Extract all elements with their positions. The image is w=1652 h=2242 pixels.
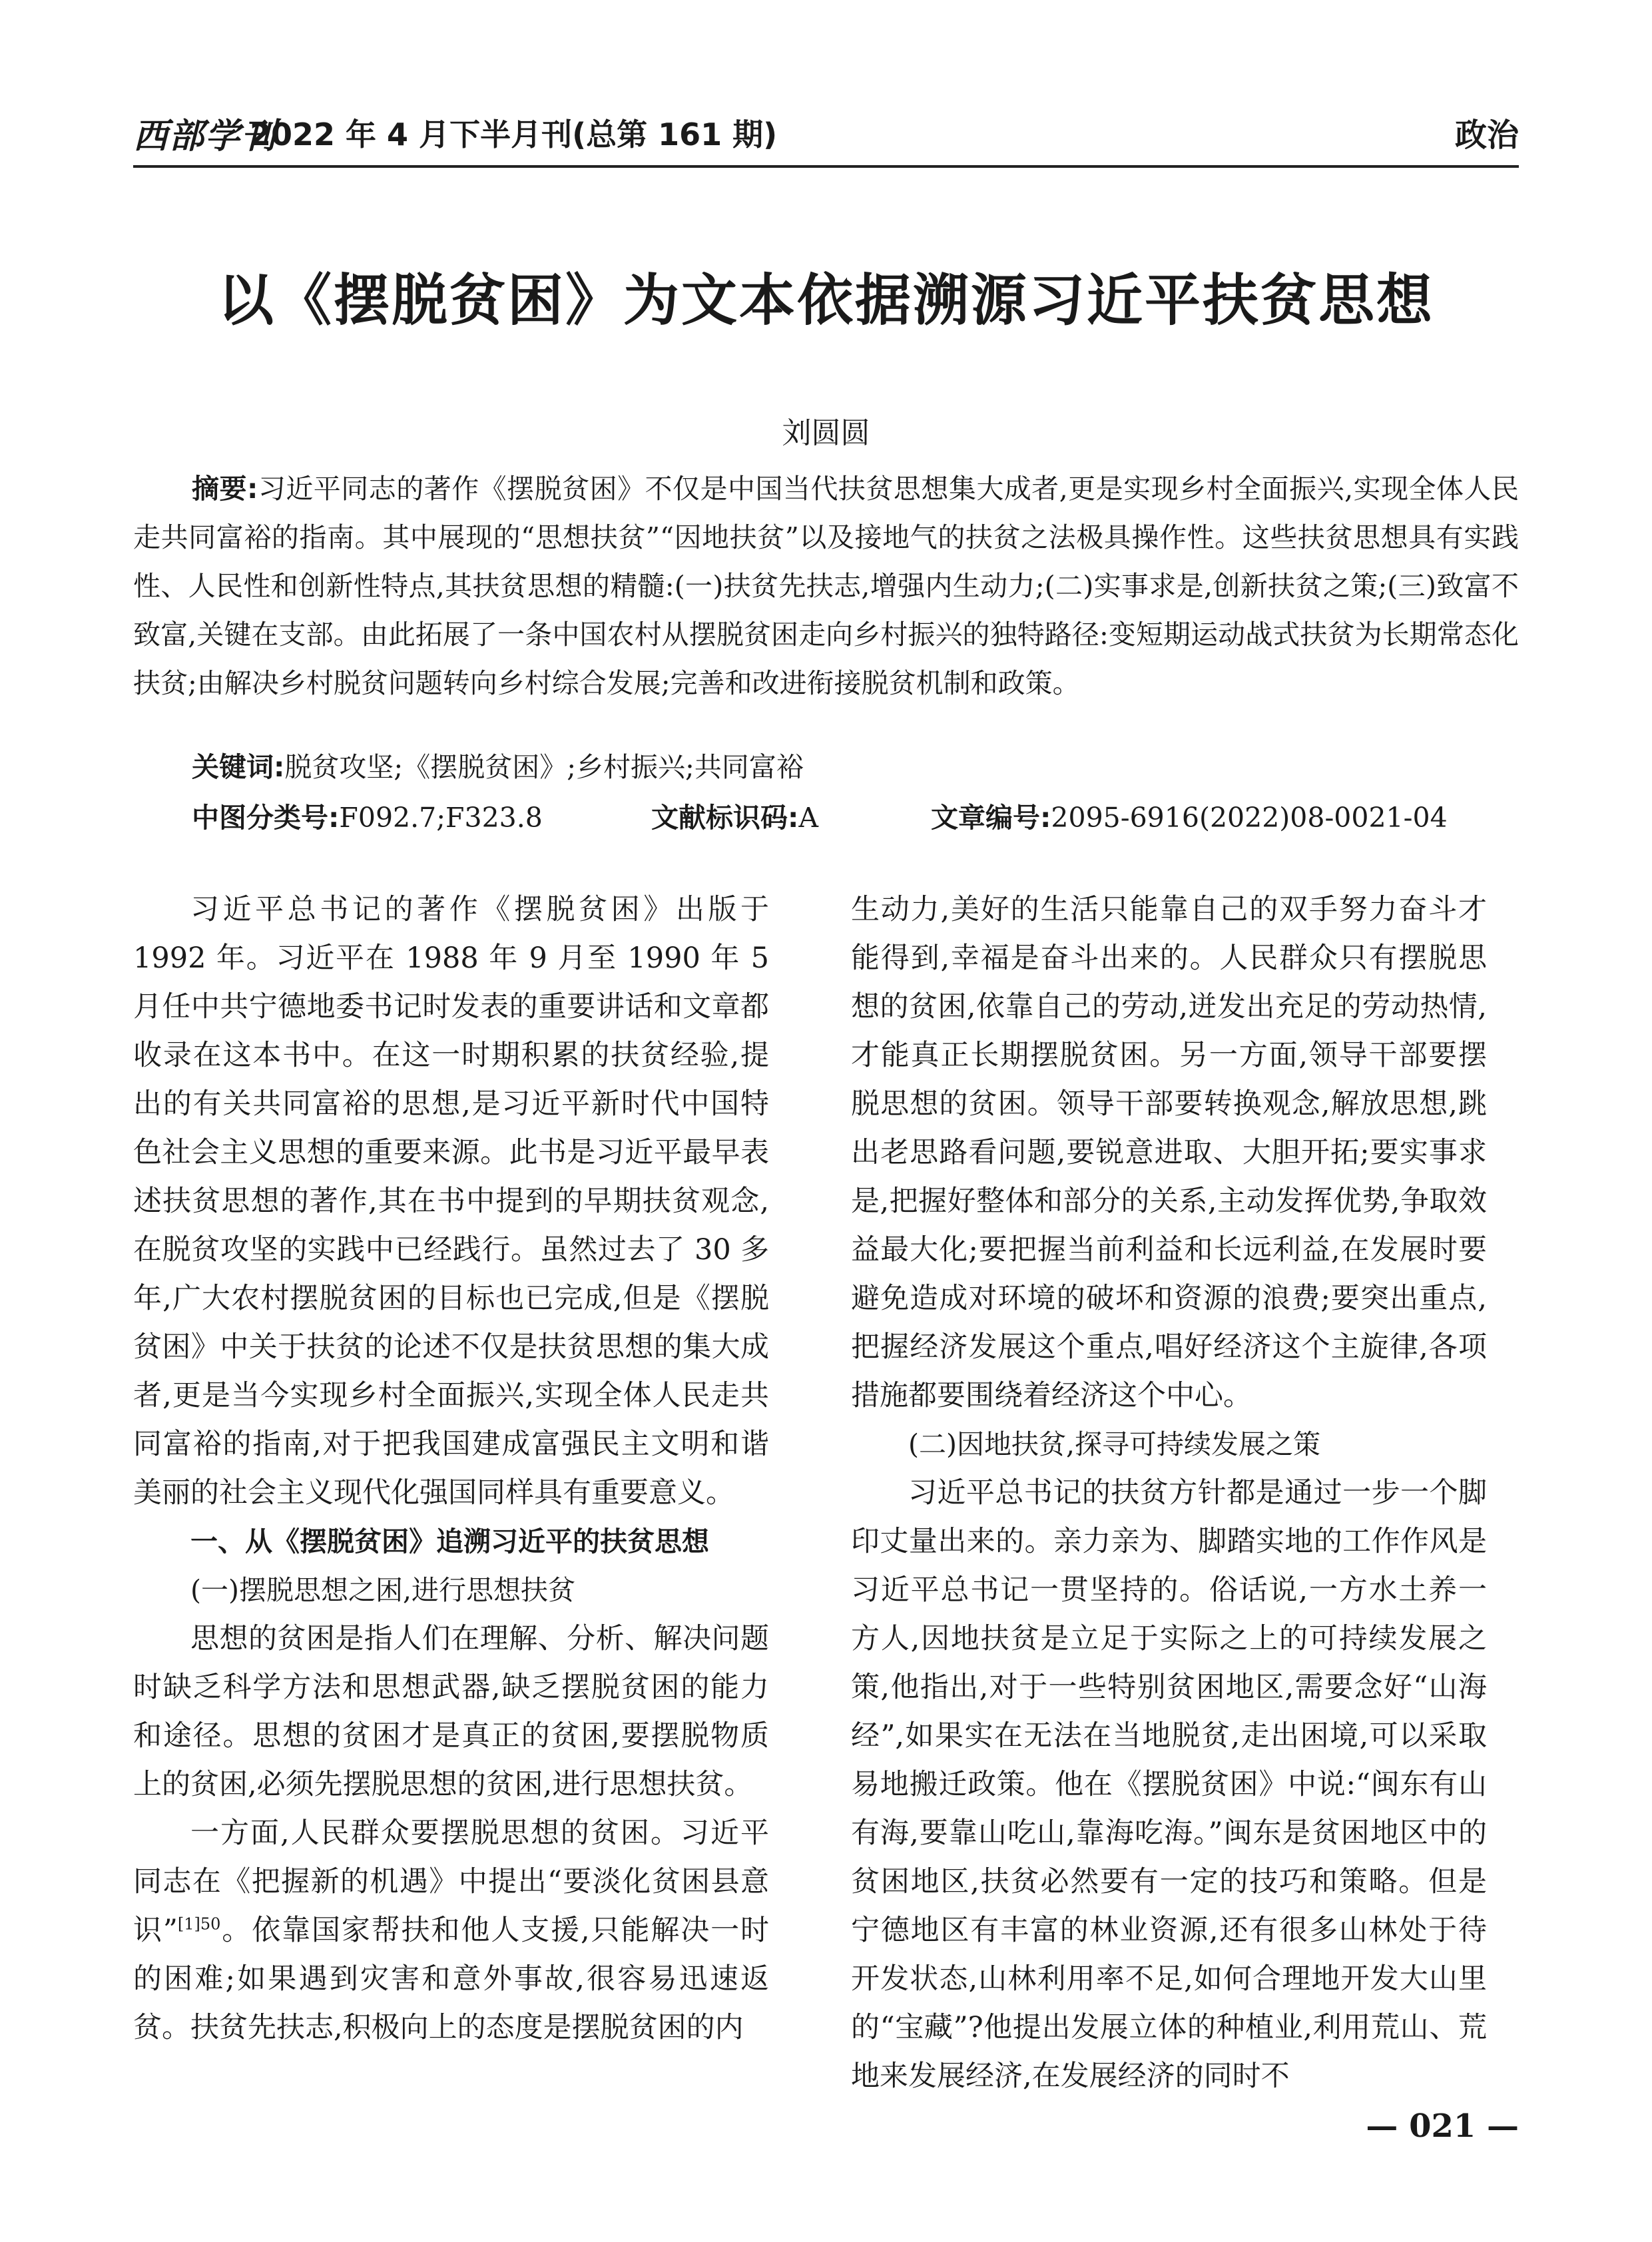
article-title: 以《摆脱贫困》为文本依据溯源习近平扶贫思想 bbox=[217, 268, 1434, 333]
body-column-right bbox=[851, 886, 1487, 2101]
clc-label: 中图分类号: bbox=[192, 802, 340, 834]
paragraph: 思想的贫困是指人们在理解、分析、解决问题时缺乏科学方法和思想武器,缺乏摆脱贫困的能力和途径。思想的贫困才是真正的贫困,要摆脱物质上的贫困,必须先摆脱思想的贫困,进行思想扶贫。 bbox=[133, 1622, 769, 1801]
article-no-value: 2095-6916(2022)08-0021-04 bbox=[1051, 802, 1448, 834]
journal-logo: 西部学刊 bbox=[133, 116, 278, 156]
keywords-text: 脱贫攻坚;《摆脱贫困》;乡村振兴;共同富裕 bbox=[284, 751, 804, 783]
subsection-heading: (二)因地扶贫,探寻可持续发展之策 bbox=[908, 1428, 1321, 1460]
paragraph: 习近平总书记的扶贫方针都是通过一步一个脚印丈量出来的。亲力亲为、脚踏实地的工作作风是习近平总书记一贯坚持的。俗话说,一方水土养一方人,因地扶贫是立足于实际之上的可持续发展之策,他指出,对于一些特别贫困地区,需要念好“山海经”,如果实在无法在当地脱贫,走出困境,可以采取易地搬迁政策。他在《摆脱贫困》中说:“闽东有山有海,要靠山吃山,靠海吃海。”闽东是贫困地区中的贫困地区,扶贫必然要有一定的技巧和策略。但是宁德地区有丰富的林业资源,还有很多山林处于待开发状态,山林利用率不足,如何合理地开发大山里的“宝藏”?他提出发展立体的种植业,利用荒山、荒地来发展经济,在发展经济的同时不 bbox=[851, 1476, 1487, 2093]
classification-line bbox=[192, 796, 1519, 836]
citation: [1]50 bbox=[177, 1914, 221, 1934]
article-no-label: 文章编号: bbox=[931, 802, 1051, 834]
paragraph: 生动力,美好的生活只能靠自己的双手努力奋斗才能得到,幸福是奋斗出来的。人民群众只有摆脱思想的贫困,依靠自己的劳动,迸发出充足的劳动热情,才能真正长期摆脱贫困。另一方面,领导干部要摆脱思想的贫困。领导干部要转换观念,解放思想,跳出老思路看问题,要锐意进取、大胆开拓;要实事求是,把握好整体和部分的关系,主动发挥优势,争取效益最大化;要把握当前利益和长远利益,在发展时要避免造成对环境的破坏和资源的浪费;要突出重点,把握经济发展这个重点,唱好经济这个主旋律,各项措施都要围绕着经济这个中心。 bbox=[851, 893, 1487, 1412]
body-column-left bbox=[133, 886, 769, 2052]
clc-code bbox=[192, 796, 543, 835]
document-code bbox=[651, 796, 818, 835]
clc-value: F092.7;F323.8 bbox=[339, 802, 543, 834]
abstract-label: 摘要: bbox=[192, 473, 258, 505]
paragraph: 习近平总书记的著作《摆脱贫困》出版于 1992 年。习近平在 1988 年 9 月至 1990 年 5 月任中共宁德地委书记时发表的重要讲话和文章都收录在这本书中。在这一时期积累的扶贫经验,提出的有关共同富裕的思想,是习近平新时代中国特色社会主义思想的重要来源。此书是习近平最早表述扶贫思想的著作,其在书中提到的早期扶贫观念,在脱贫攻坚的实践中已经践行。虽然过去了 30 多年,广大农村摆脱贫困的目标也已完成,但是《摆脱贫困》中关于扶贫的论述不仅是扶贫思想的集大成者,更是当今实现乡村全面振兴,实现全体人民走共同富裕的指南,对于把我国建成富强民主文明和谐美丽的社会主义现代化强国同样具有重要意义。 bbox=[133, 893, 769, 1510]
subsection-heading: (一)摆脱思想之困,进行思想扶贫 bbox=[190, 1574, 576, 1606]
issue-info: 2022 年 4 月下半月刊(总第 161 期) bbox=[250, 117, 778, 152]
doc-code-label: 文献标识码: bbox=[651, 802, 799, 834]
abstract-text: 习近平同志的著作《摆脱贫困》不仅是中国当代扶贫思想集大成者,更是实现乡村全面振兴,实现全体人民走共同富裕的指南。其中展现的“思想扶贫”“因地扶贫”以及接地气的扶贫之法极具操作性。这些扶贫思想具有实践性、人民性和创新性特点,其扶贫思想的精髓:(一)扶贫先扶志,增强内生动力;(二)实事求是,创新扶贫之策;(三)致富不致富,关键在支部。由此拓展了一条中国农村从摆脱贫困走向乡村振兴的独特路径:变短期运动战式扶贫为长期常态化扶贫;由解决乡村脱贫问题转向乡村综合发展;完善和改进衔接脱贫机制和政策。 bbox=[133, 473, 1519, 699]
page-number: — 021 — bbox=[1366, 2107, 1519, 2145]
paragraph bbox=[133, 1809, 769, 2052]
paragraph-text: 一方面,人民群众要摆脱思想的贫困。习近平同志在《把握新的机遇》中提出“要淡化贫困县意识” bbox=[133, 1817, 769, 1947]
doc-code-value: A bbox=[798, 802, 819, 834]
header-rule bbox=[133, 165, 1519, 168]
author-name: 刘圆圆 bbox=[782, 416, 870, 450]
section-label: 政治 bbox=[1454, 117, 1519, 154]
keywords-label: 关键词: bbox=[192, 751, 285, 783]
abstract bbox=[133, 465, 1519, 708]
article-number bbox=[931, 796, 1448, 835]
section-heading: 一、从《摆脱贫困》追溯习近平的扶贫思想 bbox=[190, 1526, 709, 1557]
running-header bbox=[133, 108, 1519, 161]
keywords bbox=[192, 747, 804, 787]
paragraph-text: 。依靠国家帮扶和他人支援,只能解决一时的困难;如果遇到灾害和意外事故,很容易迅速返贫。扶贫先扶志,积极向上的态度是摆脱贫困的内 bbox=[133, 1914, 769, 2044]
